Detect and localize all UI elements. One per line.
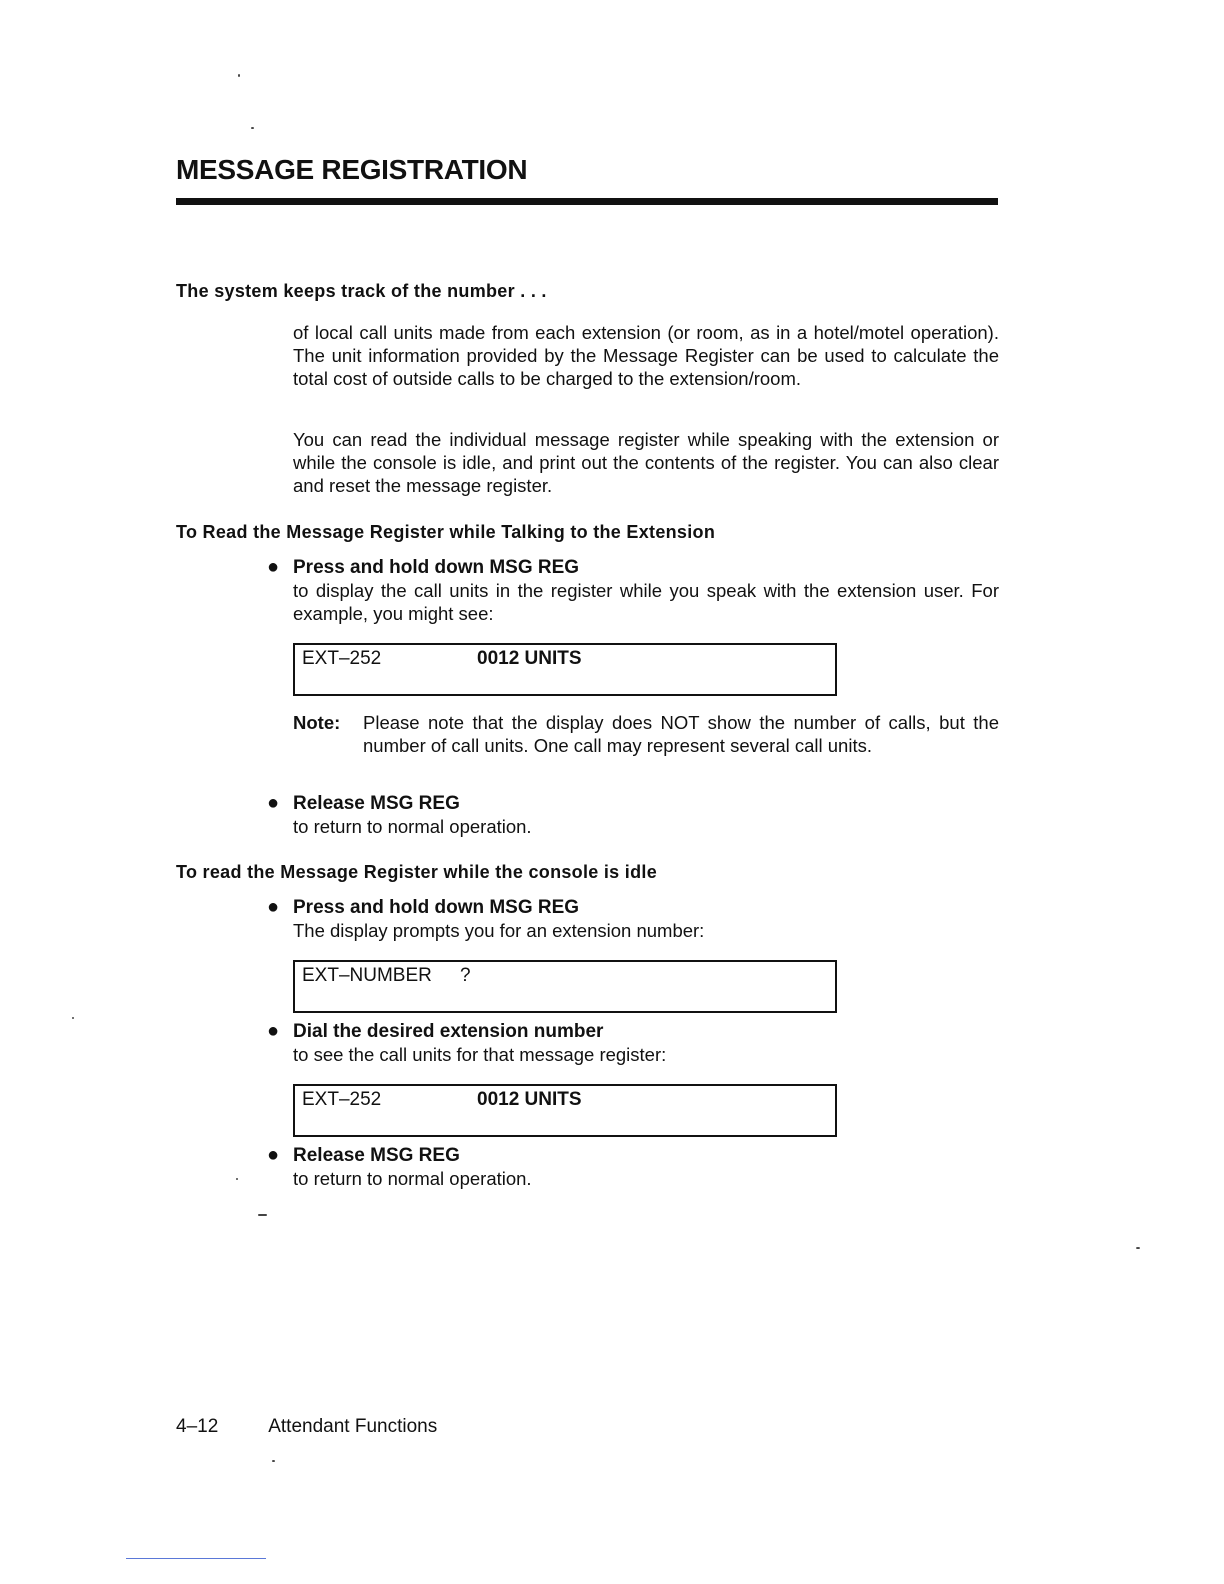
- scan-speck: [258, 1214, 267, 1216]
- step-detail: to see the call units for that message register:: [293, 1044, 667, 1065]
- idle-step-release: [267, 1144, 999, 1190]
- section-idle-heading: To read the Message Register while the console is idle: [176, 862, 658, 882]
- scan-speck: [251, 127, 254, 129]
- intro-paragraph-1: of local call units made from each extension (or room, as in a hotel/motel operation). The unit information provided by the Message Register can be used to calculate the total cost of outside calls to be charged to the extension/room.: [293, 322, 999, 389]
- step-action: Press and hold down MSG REG: [293, 557, 580, 578]
- step-action: Release MSG REG: [293, 1145, 460, 1166]
- talking-step-press: [267, 556, 999, 625]
- display-extension: EXT–252: [302, 648, 382, 669]
- page-number: 4–12: [176, 1416, 219, 1437]
- scan-speck: [1136, 1247, 1140, 1249]
- display-units: 0012 UNITS: [477, 1089, 582, 1110]
- note-label: Note:: [293, 712, 341, 733]
- scan-speck: [72, 1017, 74, 1019]
- step-detail: to return to normal operation.: [293, 816, 532, 837]
- note-block: [293, 711, 999, 757]
- intro-lead: The system keeps track of the number . . .: [176, 281, 547, 301]
- display-extension: EXT–252: [302, 1089, 382, 1110]
- bullet-icon: ●: [267, 792, 280, 814]
- intro-paragraph-2: You can read the individual message register while speaking with the extension or while the console is idle, and print out the contents of the register. You can also clear and reset the message register.: [293, 429, 999, 496]
- section-talking-heading: To Read the Message Register while Talking to the Extension: [176, 522, 716, 542]
- display-prompt: EXT–NUMBER: [302, 965, 432, 986]
- page-title: MESSAGE REGISTRATION: [176, 154, 528, 185]
- step-detail: to return to normal operation.: [293, 1168, 532, 1189]
- footer-section: Attendant Functions: [268, 1416, 438, 1437]
- title-rule: [176, 198, 998, 205]
- note-text: Please note that the display does NOT show the number of calls, but the number of call units. One call may represent several call units.: [363, 712, 999, 756]
- step-detail: The display prompts you for an extension number:: [293, 920, 705, 941]
- console-display-ext-units-2: [293, 1084, 837, 1137]
- console-display-ext-units: [293, 643, 837, 696]
- step-detail: to display the call units in the register while you speak with the extension user. For example, you might see:: [293, 580, 999, 624]
- scan-speck: [272, 1460, 275, 1462]
- idle-step-press: [267, 896, 999, 942]
- page-footer: [176, 1416, 437, 1438]
- console-display-ext-number-prompt: [293, 960, 837, 1013]
- display-question-mark: ?: [460, 965, 471, 986]
- step-action: Dial the desired extension number: [293, 1021, 604, 1042]
- display-units: 0012 UNITS: [477, 648, 582, 669]
- bullet-icon: ●: [267, 1020, 280, 1042]
- bullet-icon: ●: [267, 556, 280, 578]
- idle-step-dial: [267, 1020, 999, 1066]
- scan-speck: [236, 1178, 238, 1180]
- step-action: Release MSG REG: [293, 793, 460, 814]
- bullet-icon: ●: [267, 1144, 280, 1166]
- scan-speck: [238, 74, 240, 77]
- talking-step-release: [267, 792, 999, 838]
- bullet-icon: ●: [267, 896, 280, 918]
- scan-edge-line: [126, 1558, 266, 1559]
- step-action: Press and hold down MSG REG: [293, 897, 580, 918]
